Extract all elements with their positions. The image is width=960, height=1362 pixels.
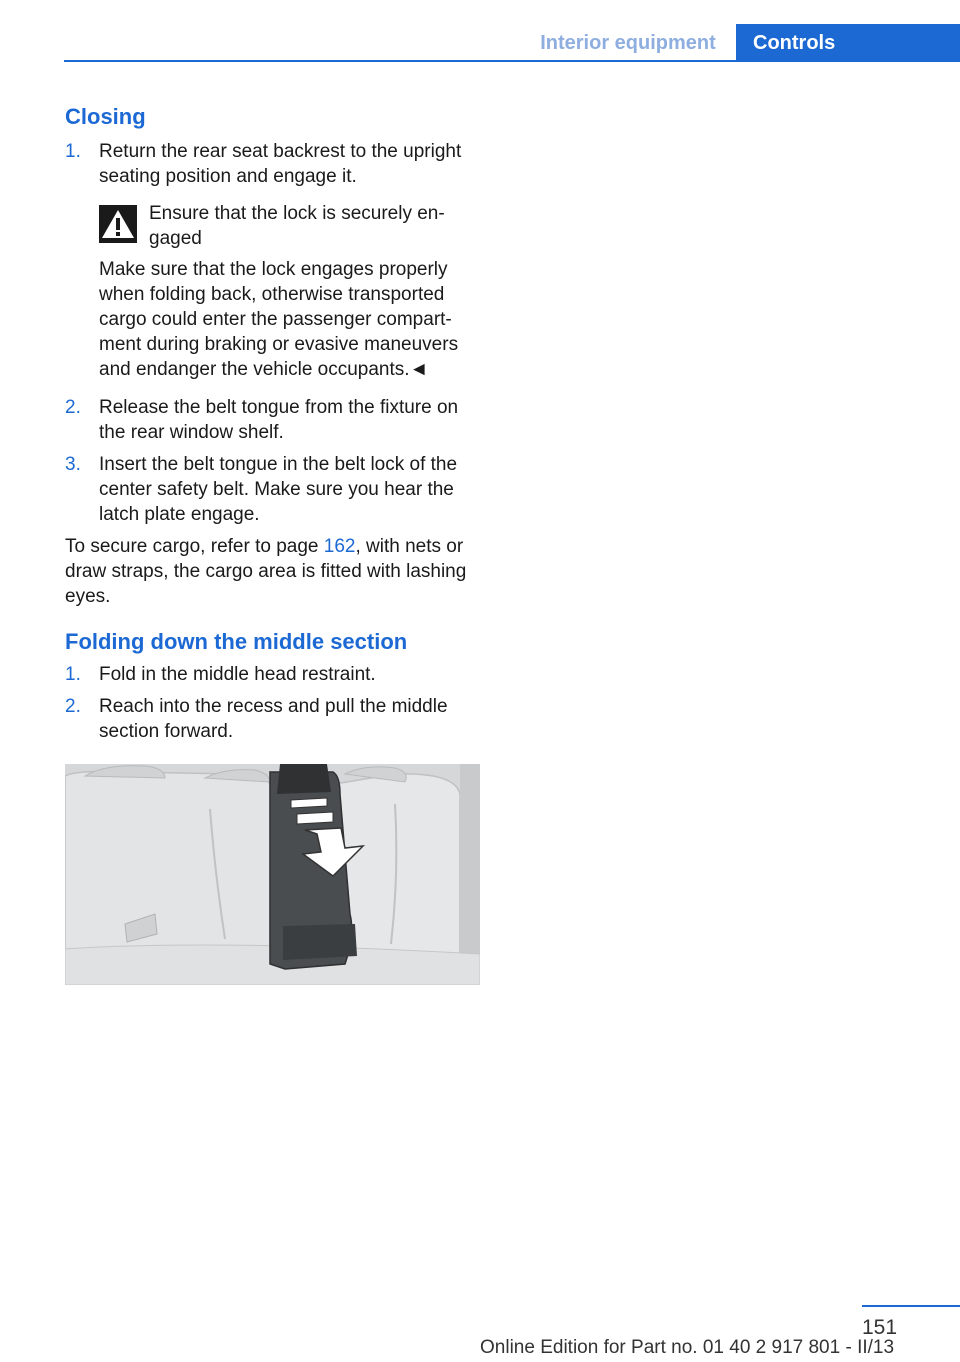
main-content xyxy=(65,102,483,744)
step-number: 2. xyxy=(65,696,81,717)
step-text: Return the rear seat backrest to the upright seating position and engage it. xyxy=(99,141,462,187)
folding-steps xyxy=(65,662,483,744)
step-text: Release the belt tongue from the fixture on the rear window shelf. xyxy=(99,397,459,443)
step-number: 1. xyxy=(65,664,81,685)
list-item xyxy=(65,452,483,527)
warning-box xyxy=(99,201,483,251)
step-number: 1. xyxy=(65,141,81,162)
list-item xyxy=(65,139,483,382)
list-item xyxy=(65,662,483,687)
warning-body: Make sure that the lock engages properly when folding back, otherwise transported cargo could enter the passenger compart- ment during braking or evasive maneuvers and endanger the vehicle occupants.◄ xyxy=(99,259,459,380)
step-text: Reach into the recess and pull the middle section forward. xyxy=(99,696,448,742)
step-number: 3. xyxy=(65,454,81,475)
warning-triangle-icon xyxy=(99,205,137,243)
closing-steps xyxy=(65,139,483,527)
rear-seat-illustration xyxy=(65,764,480,985)
footer-edition: Online Edition for Part no. 01 40 2 917 801 - II/13 xyxy=(480,1337,895,1358)
heading-folding: Folding down the middle section xyxy=(65,629,408,654)
list-item xyxy=(65,694,483,744)
page-number: 151 xyxy=(862,1316,898,1339)
warning-title: Ensure that the lock is securely en- gaged xyxy=(149,203,445,249)
footer-rule xyxy=(862,1305,960,1307)
heading-closing: Closing xyxy=(65,104,146,129)
cargo-note xyxy=(65,534,483,609)
page-link[interactable]: 162 xyxy=(323,536,356,557)
cargo-note-after: , with nets or draw straps, the cargo area is fitted with lashing eyes. xyxy=(65,536,467,607)
step-text: Insert the belt tongue in the belt lock of the center safety belt. Make sure you hear the latch plate engage. xyxy=(99,454,458,525)
header-chapter-tab[interactable]: Controls xyxy=(736,24,960,62)
step-text: Fold in the middle head restraint. xyxy=(99,664,376,685)
list-item xyxy=(65,395,483,445)
step-number: 2. xyxy=(65,397,81,418)
header-section-tab[interactable]: Interior equipment xyxy=(540,31,716,54)
rear-seat-drawing xyxy=(65,764,480,985)
cargo-note-before: To secure cargo, refer to page xyxy=(65,536,324,557)
